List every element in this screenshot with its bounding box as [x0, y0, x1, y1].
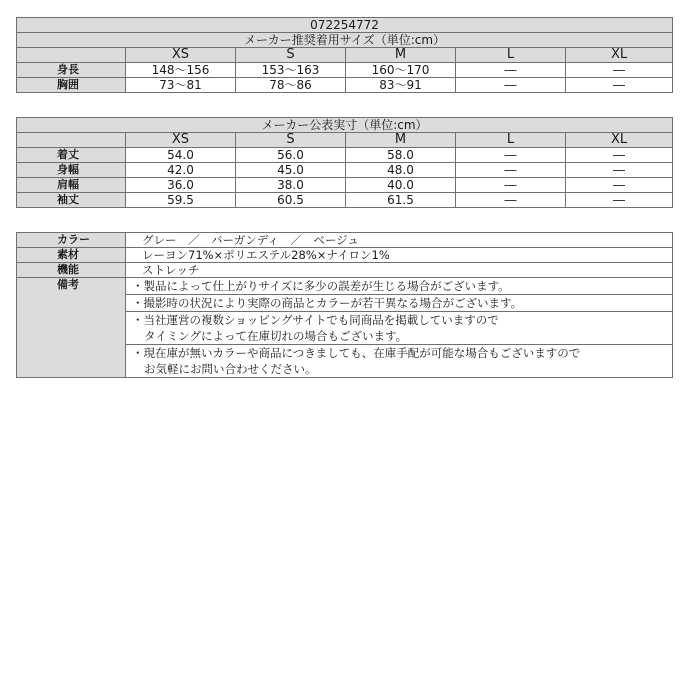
material-row — [17, 248, 673, 263]
table-cell: 148～156 — [126, 63, 236, 78]
size-header-row — [17, 133, 673, 148]
note-item — [126, 295, 673, 312]
note-line: ・製品によって仕上がりサイズに多少の誤差が生じる場合がございます。 — [132, 279, 510, 293]
size-header-xs: XS — [126, 133, 236, 148]
table-cell: ― — [566, 148, 673, 163]
recommended-size-title: メーカー推奨着用サイズ（単位:cm） — [17, 33, 673, 48]
size-header-l: L — [456, 48, 566, 63]
table-cell: ― — [456, 193, 566, 208]
table-row — [17, 63, 673, 78]
color-row — [17, 233, 673, 248]
product-details-table — [16, 232, 673, 378]
table-cell: 45.0 — [236, 163, 346, 178]
table-cell: ― — [456, 63, 566, 78]
color-value: グレー ／ バーガンディ ／ ベージュ — [126, 233, 673, 248]
size-header-xl: XL — [566, 133, 673, 148]
table-cell: 36.0 — [126, 178, 236, 193]
row-label: 胸囲 — [17, 78, 126, 93]
size-header-l: L — [456, 133, 566, 148]
table-row — [17, 148, 673, 163]
note-item — [126, 278, 673, 295]
table-cell: ― — [566, 163, 673, 178]
notes-label: 備考 — [17, 278, 126, 378]
notes-row — [17, 278, 673, 295]
table-row — [17, 178, 673, 193]
table-cell: 38.0 — [236, 178, 346, 193]
size-header-xs: XS — [126, 48, 236, 63]
table-cell: 42.0 — [126, 163, 236, 178]
table-row — [17, 193, 673, 208]
table-cell: 83～91 — [346, 78, 456, 93]
actual-size-table — [16, 117, 673, 208]
table-cell: 58.0 — [346, 148, 456, 163]
size-header-s: S — [236, 48, 346, 63]
note-line: お気軽にお問い合わせください。 — [144, 362, 317, 376]
table-cell: 40.0 — [346, 178, 456, 193]
table-cell: 60.5 — [236, 193, 346, 208]
table-cell: 59.5 — [126, 193, 236, 208]
table-cell: ― — [566, 78, 673, 93]
note-line: タイミングによって在庫切れの場合もございます。 — [144, 329, 408, 343]
table-cell: 48.0 — [346, 163, 456, 178]
note-item — [126, 345, 673, 378]
color-label: カラー — [17, 233, 126, 248]
size-header-row — [17, 48, 673, 63]
table-cell: 61.5 — [346, 193, 456, 208]
table-cell: ― — [566, 178, 673, 193]
table-cell: 78～86 — [236, 78, 346, 93]
table-cell: ― — [456, 163, 566, 178]
table-cell: 56.0 — [236, 148, 346, 163]
table-cell: ― — [456, 78, 566, 93]
table-cell: ― — [566, 193, 673, 208]
note-item — [126, 312, 673, 345]
table-cell: 54.0 — [126, 148, 236, 163]
row-label: 身幅 — [17, 163, 126, 178]
table-cell: ― — [456, 178, 566, 193]
table-row — [17, 163, 673, 178]
size-header-m: M — [346, 133, 456, 148]
note-line: ・当社運営の複数ショッピングサイトでも同商品を掲載していますので — [132, 313, 499, 327]
material-label: 素材 — [17, 248, 126, 263]
corner-cell — [17, 48, 126, 63]
product-code: 072254772 — [17, 18, 673, 33]
table-cell: ― — [456, 148, 566, 163]
size-header-s: S — [236, 133, 346, 148]
table-row — [17, 78, 673, 93]
corner-cell — [17, 133, 126, 148]
note-line: ・撮影時の状況により実際の商品とカラーが若干異なる場合がございます。 — [132, 296, 523, 310]
material-value: レーヨン71%×ポリエステル28%×ナイロン1% — [126, 248, 673, 263]
actual-size-title: メーカー公表実寸（単位:cm） — [17, 118, 673, 133]
function-label: 機能 — [17, 263, 126, 278]
function-row — [17, 263, 673, 278]
table-cell: 73～81 — [126, 78, 236, 93]
row-label: 着丈 — [17, 148, 126, 163]
table-cell: 153～163 — [236, 63, 346, 78]
function-value: ストレッチ — [126, 263, 673, 278]
size-header-m: M — [346, 48, 456, 63]
recommended-size-table — [16, 17, 673, 93]
table-cell: ― — [566, 63, 673, 78]
note-line: ・現在庫が無いカラーや商品につきましても、在庫手配が可能な場合もございますので — [132, 346, 581, 360]
table-cell: 160～170 — [346, 63, 456, 78]
row-label: 身長 — [17, 63, 126, 78]
size-header-xl: XL — [566, 48, 673, 63]
row-label: 袖丈 — [17, 193, 126, 208]
row-label: 肩幅 — [17, 178, 126, 193]
